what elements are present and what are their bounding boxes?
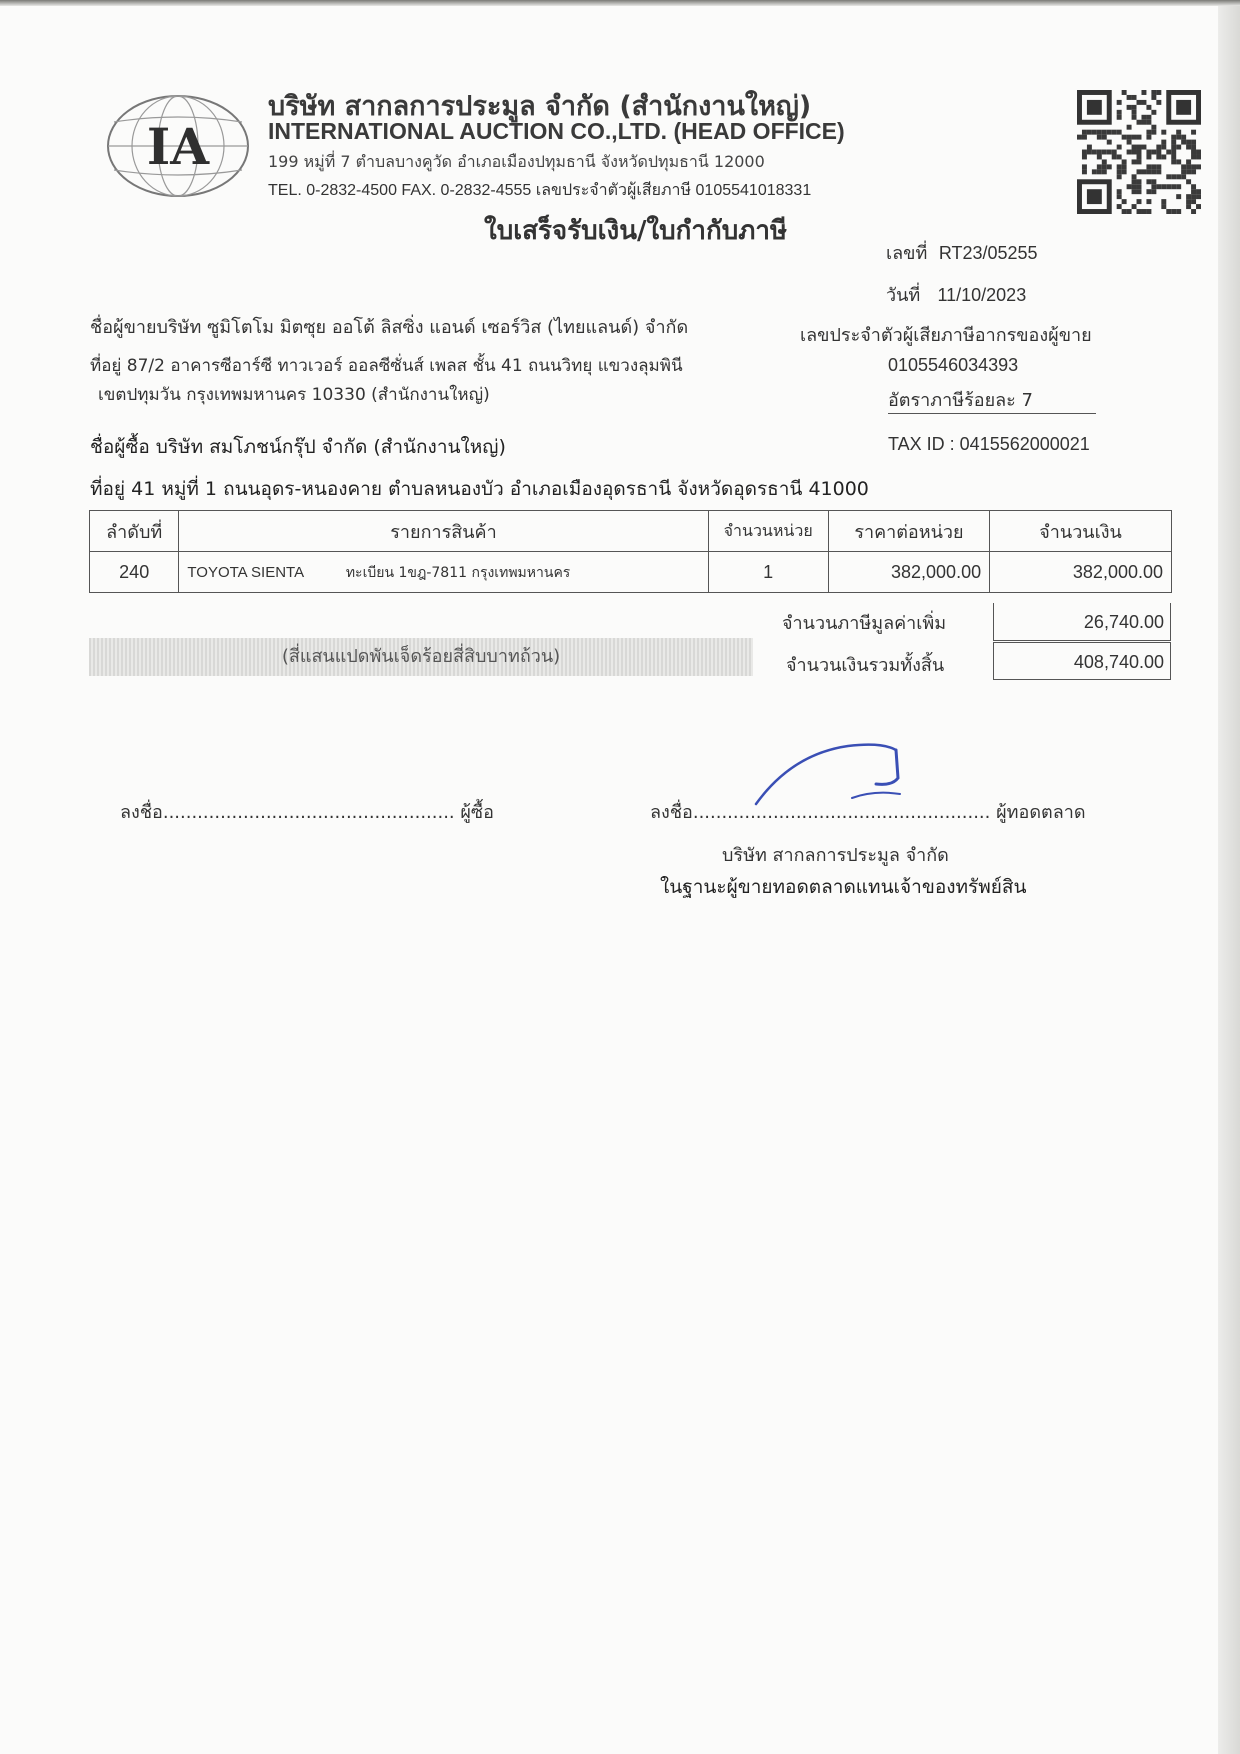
vat-label: จำนวนภาษีมูลค่าเพิ่ม — [782, 613, 947, 634]
seller-signature-company: บริษัท สากลการประมูล จำกัด — [722, 845, 949, 866]
buyer-signature-line: ลงชื่อ................................................... ผู้ซื้อ — [120, 802, 494, 823]
col-header-item: รายการสินค้า — [179, 511, 708, 552]
document-date-label: วันที่ — [886, 285, 921, 306]
cell-item-registration: ทะเบียน 1ขฎ-7811 กรุงเทพมหานคร — [345, 564, 571, 581]
vat-amount: 26,740.00 — [993, 603, 1171, 641]
grand-total-amount: 408,740.00 — [993, 642, 1171, 680]
cell-item — [179, 552, 708, 593]
amount-in-words: (สี่แสนแปดพันเจ็ดร้อยสี่สิบบาทถ้วน) — [89, 638, 753, 676]
vat-rate: อัตราภาษีร้อยละ 7 — [888, 390, 1034, 411]
company-contact: TEL. 0-2832-4500 FAX. 0-2832-4555 เลขประจำตัวผู้เสียภาษี 0105541018331 — [268, 182, 812, 199]
document-title: ใบเสร็จรับเงิน/ใบกำกับภาษี — [484, 216, 788, 246]
col-header-seq: ลำดับที่ — [90, 511, 179, 552]
logo-text: IA — [146, 117, 210, 176]
document-date — [886, 280, 1026, 309]
col-header-qty: จำนวนหน่วย — [708, 511, 828, 552]
buyer-name: ชื่อผู้ซื้อ บริษัท สมโภชน์กรุ๊ป จำกัด (สำนักงานใหญ่) — [90, 436, 506, 458]
company-logo — [104, 92, 252, 200]
seller-tax-id: 0105546034393 — [888, 355, 1019, 375]
col-header-unit-price: ราคาต่อหน่วย — [828, 511, 989, 552]
table-header-row — [90, 511, 1172, 552]
seller-address-line1: ที่อยู่ 87/2 อาคารซีอาร์ซี ทาวเวอร์ ออลซีซั่นส์ เพลส ชั้น 41 ถนนวิทยุ แขวงลุมพินี — [90, 356, 683, 376]
company-name-en: INTERNATIONAL AUCTION CO.,LTD. (HEAD OFFICE) — [268, 118, 845, 144]
document-number-value: RT23/05255 — [938, 243, 1038, 263]
paper-edge — [1218, 0, 1240, 1754]
seller-address-line2: เขตปทุมวัน กรุงเทพมหานคร 10330 (สำนักงานใหญ่) — [98, 385, 490, 405]
cell-unit-price: 382,000.00 — [828, 552, 989, 593]
buyer-address: ที่อยู่ 41 หมู่ที่ 1 ถนนอุดร-หนองคาย ตำบลหนองบัว อำเภอเมืองอุดรธานี จังหวัดอุดรธานี 41000 — [90, 478, 869, 500]
col-header-amount: จำนวนเงิน — [990, 511, 1172, 552]
qr-code-icon — [1074, 90, 1204, 214]
seller-signature-line: ลงชื่อ.................................................... ผู้ทอดตลาด — [650, 802, 1086, 823]
company-name-th: บริษัท สากลการประมูล จำกัด (สำนักงานใหญ่) — [268, 91, 812, 122]
cell-amount: 382,000.00 — [990, 552, 1172, 593]
document-date-value: 11/10/2023 — [937, 285, 1027, 305]
items-table — [89, 510, 1172, 593]
document-number — [886, 238, 1038, 267]
cell-qty: 1 — [708, 552, 828, 593]
document-number-label: เลขที่ — [886, 243, 928, 264]
grand-total-label: จำนวนเงินรวมทั้งสิ้น — [786, 655, 945, 676]
divider — [888, 413, 1096, 414]
table-row — [90, 552, 1172, 593]
buyer-tax-id: TAX ID : 0415562000021 — [888, 434, 1090, 454]
seller-signature-role: ในฐานะผู้ขายทอดตลาดแทนเจ้าของทรัพย์สิน — [660, 876, 1027, 898]
company-address: 199 หมู่ที่ 7 ตำบลบางคูวัด อำเภอเมืองปทุมธานี จังหวัดปทุมธานี 12000 — [268, 152, 765, 171]
seller-name: ชื่อผู้ขายบริษัท ซูมิโตโม มิตซุย ออโต้ ลิสซิ่ง แอนด์ เซอร์วิส (ไทยแลนด์) จำกัด — [90, 317, 689, 338]
cell-item-model: TOYOTA SIENTA — [187, 563, 305, 581]
seller-tax-label: เลขประจำตัวผู้เสียภาษีอากรของผู้ขาย — [800, 325, 1092, 346]
cell-seq: 240 — [90, 552, 179, 593]
scan-top-edge — [0, 0, 1240, 6]
